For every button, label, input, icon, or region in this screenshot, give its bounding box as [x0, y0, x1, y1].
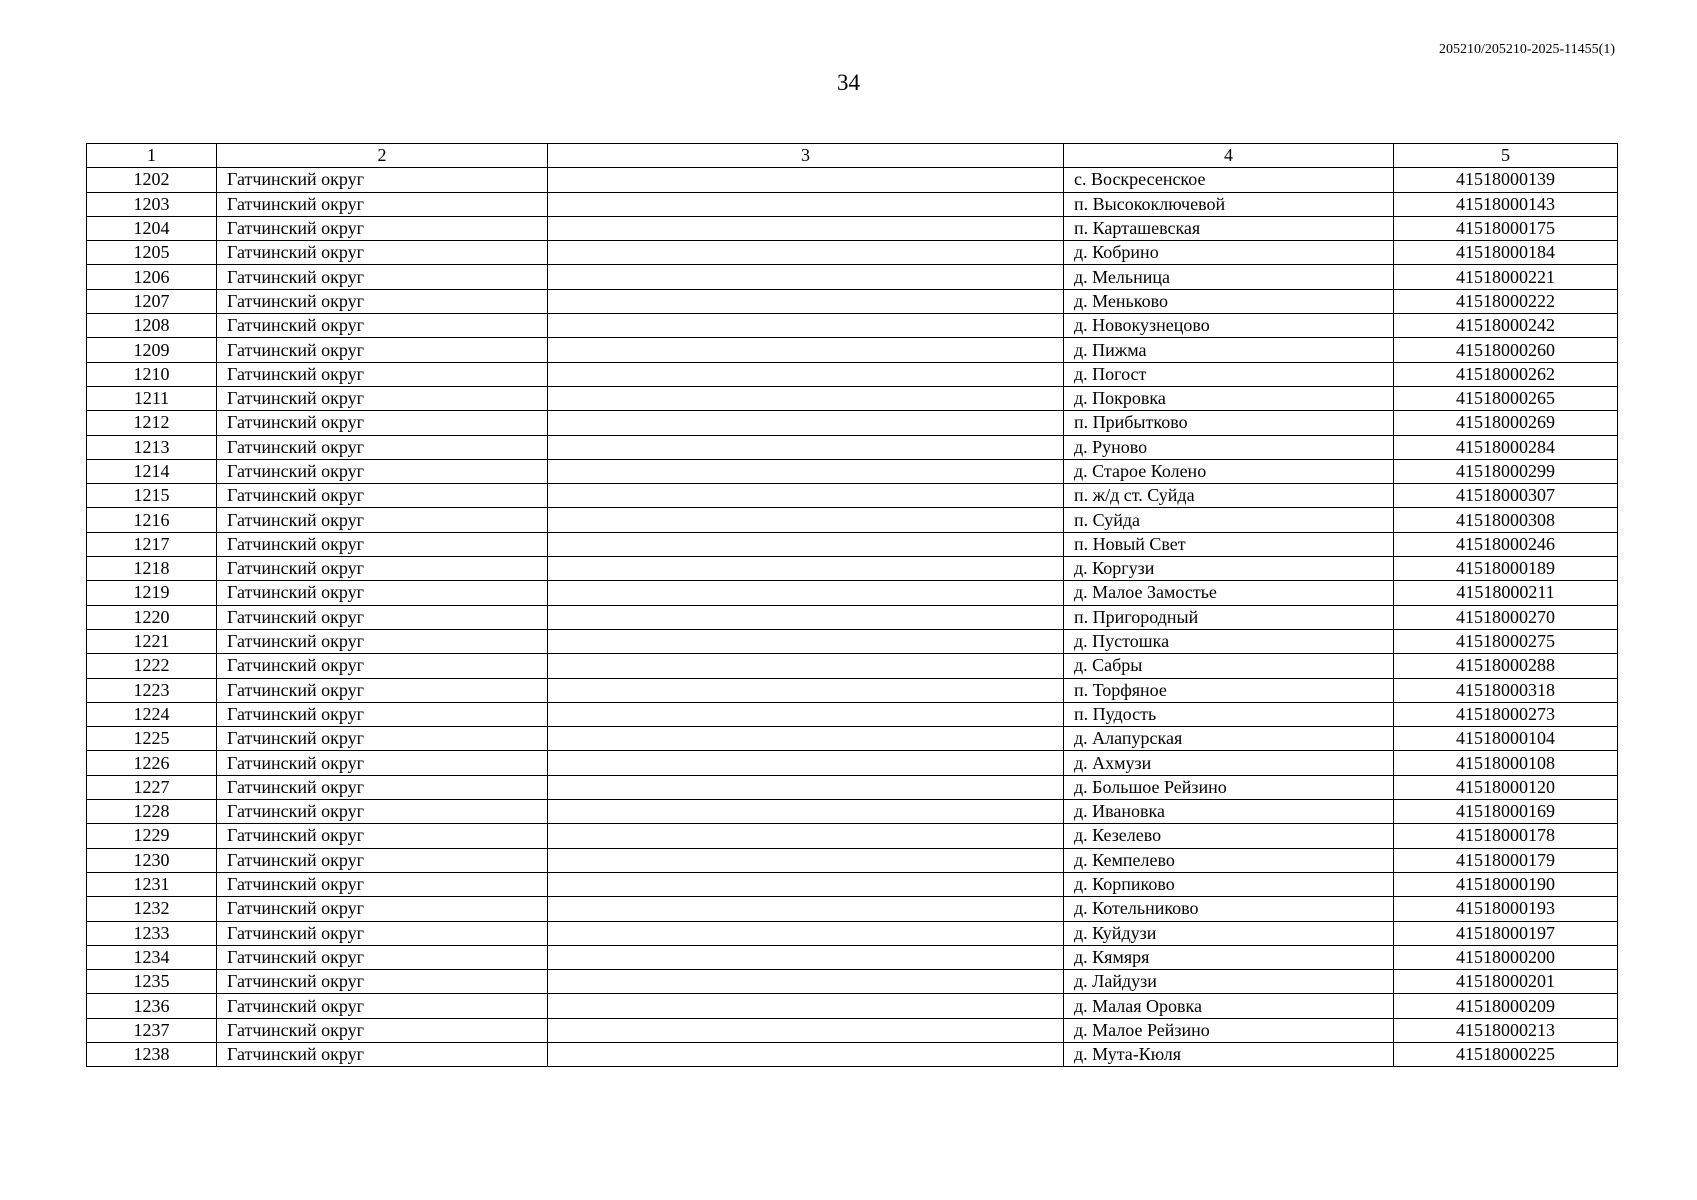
settlement-cell: д. Погост — [1064, 362, 1394, 386]
empty-cell — [548, 678, 1064, 702]
table-body — [87, 144, 1618, 1067]
district-cell: Гатчинский округ — [217, 532, 548, 556]
row-number-cell: 1230 — [87, 848, 217, 872]
settlement-cell: д. Пустошка — [1064, 629, 1394, 653]
code-cell: 41518000269 — [1394, 411, 1618, 435]
table-row — [87, 727, 1618, 751]
district-cell: Гатчинский округ — [217, 921, 548, 945]
table-row — [87, 945, 1618, 969]
row-number-cell: 1204 — [87, 216, 217, 240]
row-number-cell: 1224 — [87, 702, 217, 726]
empty-cell — [548, 192, 1064, 216]
empty-cell — [548, 702, 1064, 726]
row-number-cell: 1214 — [87, 459, 217, 483]
district-cell: Гатчинский округ — [217, 338, 548, 362]
table-row — [87, 289, 1618, 313]
empty-cell — [548, 386, 1064, 410]
settlement-cell: д. Алапурская — [1064, 727, 1394, 751]
district-cell: Гатчинский округ — [217, 945, 548, 969]
district-cell: Гатчинский округ — [217, 1042, 548, 1066]
table-row — [87, 872, 1618, 896]
district-cell: Гатчинский округ — [217, 848, 548, 872]
empty-cell — [548, 265, 1064, 289]
empty-cell — [548, 727, 1064, 751]
table-row — [87, 605, 1618, 629]
table-row — [87, 265, 1618, 289]
code-cell: 41518000211 — [1394, 581, 1618, 605]
code-cell: 41518000179 — [1394, 848, 1618, 872]
row-number-cell: 1212 — [87, 411, 217, 435]
document-id: 205210/205210-2025-11455(1) — [1438, 42, 1615, 57]
table-row — [87, 508, 1618, 532]
district-cell: Гатчинский округ — [217, 872, 548, 896]
table-row — [87, 800, 1618, 824]
table-row — [87, 848, 1618, 872]
settlement-cell: д. Куйдузи — [1064, 921, 1394, 945]
table-row — [87, 824, 1618, 848]
row-number-cell: 1223 — [87, 678, 217, 702]
district-cell: Гатчинский округ — [217, 192, 548, 216]
table-row — [87, 897, 1618, 921]
row-number-cell: 1235 — [87, 970, 217, 994]
district-cell: Гатчинский округ — [217, 459, 548, 483]
settlement-cell: п. Суйда — [1064, 508, 1394, 532]
settlement-cell: д. Малая Оровка — [1064, 994, 1394, 1018]
settlement-cell: д. Кемпелево — [1064, 848, 1394, 872]
row-number-cell: 1208 — [87, 314, 217, 338]
district-cell: Гатчинский округ — [217, 508, 548, 532]
district-cell: Гатчинский округ — [217, 362, 548, 386]
table-row — [87, 751, 1618, 775]
settlement-cell: д. Малое Рейзино — [1064, 1018, 1394, 1042]
empty-cell — [548, 338, 1064, 362]
row-number-cell: 1205 — [87, 241, 217, 265]
row-number-cell: 1238 — [87, 1042, 217, 1066]
column-header: 2 — [217, 144, 548, 168]
district-cell: Гатчинский округ — [217, 994, 548, 1018]
empty-cell — [548, 921, 1064, 945]
district-cell: Гатчинский округ — [217, 824, 548, 848]
code-cell: 41518000201 — [1394, 970, 1618, 994]
settlement-cell: д. Меньково — [1064, 289, 1394, 313]
row-number-cell: 1231 — [87, 872, 217, 896]
table-row — [87, 970, 1618, 994]
column-header: 5 — [1394, 144, 1618, 168]
code-cell: 41518000209 — [1394, 994, 1618, 1018]
empty-cell — [548, 945, 1064, 969]
code-cell: 41518000139 — [1394, 168, 1618, 192]
settlement-cell: п. Карташевская — [1064, 216, 1394, 240]
district-cell: Гатчинский округ — [217, 678, 548, 702]
district-cell: Гатчинский округ — [217, 1018, 548, 1042]
district-cell: Гатчинский округ — [217, 581, 548, 605]
settlement-cell: с. Воскресенское — [1064, 168, 1394, 192]
code-cell: 41518000246 — [1394, 532, 1618, 556]
row-number-cell: 1217 — [87, 532, 217, 556]
table-row — [87, 629, 1618, 653]
code-cell: 41518000108 — [1394, 751, 1618, 775]
empty-cell — [548, 557, 1064, 581]
district-cell: Гатчинский округ — [217, 629, 548, 653]
code-cell: 41518000222 — [1394, 289, 1618, 313]
district-cell: Гатчинский округ — [217, 654, 548, 678]
row-number-cell: 1211 — [87, 386, 217, 410]
code-cell: 41518000189 — [1394, 557, 1618, 581]
empty-cell — [548, 581, 1064, 605]
row-number-cell: 1215 — [87, 484, 217, 508]
code-cell: 41518000299 — [1394, 459, 1618, 483]
table-row — [87, 1018, 1618, 1042]
empty-cell — [548, 435, 1064, 459]
table-row — [87, 702, 1618, 726]
table-row — [87, 338, 1618, 362]
district-cell: Гатчинский округ — [217, 241, 548, 265]
district-cell: Гатчинский округ — [217, 289, 548, 313]
row-number-cell: 1207 — [87, 289, 217, 313]
row-number-cell: 1219 — [87, 581, 217, 605]
row-number-cell: 1225 — [87, 727, 217, 751]
row-number-cell: 1226 — [87, 751, 217, 775]
district-cell: Гатчинский округ — [217, 970, 548, 994]
settlement-cell: п. Пригородный — [1064, 605, 1394, 629]
code-cell: 41518000288 — [1394, 654, 1618, 678]
settlement-cell: д. Мельница — [1064, 265, 1394, 289]
settlement-cell: д. Новокузнецово — [1064, 314, 1394, 338]
row-number-cell: 1203 — [87, 192, 217, 216]
code-cell: 41518000193 — [1394, 897, 1618, 921]
district-cell: Гатчинский округ — [217, 775, 548, 799]
empty-cell — [548, 605, 1064, 629]
empty-cell — [548, 314, 1064, 338]
settlement-cell: д. Ивановка — [1064, 800, 1394, 824]
table-row — [87, 581, 1618, 605]
column-header: 1 — [87, 144, 217, 168]
table-header-row — [87, 144, 1618, 168]
empty-cell — [548, 289, 1064, 313]
table-row — [87, 411, 1618, 435]
table-row — [87, 314, 1618, 338]
code-cell: 41518000197 — [1394, 921, 1618, 945]
row-number-cell: 1202 — [87, 168, 217, 192]
settlement-cell: д. Старое Колено — [1064, 459, 1394, 483]
settlement-cell: д. Покровка — [1064, 386, 1394, 410]
settlement-cell: д. Лайдузи — [1064, 970, 1394, 994]
empty-cell — [548, 824, 1064, 848]
district-cell: Гатчинский округ — [217, 727, 548, 751]
empty-cell — [548, 800, 1064, 824]
settlement-cell: п. Высокоключевой — [1064, 192, 1394, 216]
settlement-cell: д. Ахмузи — [1064, 751, 1394, 775]
code-cell: 41518000120 — [1394, 775, 1618, 799]
district-cell: Гатчинский округ — [217, 265, 548, 289]
district-cell: Гатчинский округ — [217, 314, 548, 338]
row-number-cell: 1233 — [87, 921, 217, 945]
settlement-cell: п. Прибытково — [1064, 411, 1394, 435]
settlement-cell: д. Сабры — [1064, 654, 1394, 678]
code-cell: 41518000262 — [1394, 362, 1618, 386]
district-cell: Гатчинский округ — [217, 168, 548, 192]
table-row — [87, 921, 1618, 945]
empty-cell — [548, 970, 1064, 994]
table-row — [87, 557, 1618, 581]
settlement-cell: д. Котельниково — [1064, 897, 1394, 921]
settlement-cell: п. Пудость — [1064, 702, 1394, 726]
district-cell: Гатчинский округ — [217, 435, 548, 459]
table-row — [87, 241, 1618, 265]
column-header: 4 — [1064, 144, 1394, 168]
row-number-cell: 1213 — [87, 435, 217, 459]
code-cell: 41518000169 — [1394, 800, 1618, 824]
code-cell: 41518000284 — [1394, 435, 1618, 459]
empty-cell — [548, 508, 1064, 532]
code-cell: 41518000308 — [1394, 508, 1618, 532]
settlement-cell: д. Мута-Кюля — [1064, 1042, 1394, 1066]
code-cell: 41518000104 — [1394, 727, 1618, 751]
table-row — [87, 1042, 1618, 1066]
table-row — [87, 678, 1618, 702]
district-cell: Гатчинский округ — [217, 557, 548, 581]
settlement-cell: д. Кобрино — [1064, 241, 1394, 265]
row-number-cell: 1232 — [87, 897, 217, 921]
table-row — [87, 216, 1618, 240]
district-cell: Гатчинский округ — [217, 751, 548, 775]
empty-cell — [548, 897, 1064, 921]
settlement-cell: п. ж/д ст. Суйда — [1064, 484, 1394, 508]
settlement-cell: д. Большое Рейзино — [1064, 775, 1394, 799]
code-cell: 41518000265 — [1394, 386, 1618, 410]
settlement-cell: д. Руново — [1064, 435, 1394, 459]
settlement-cell: д. Кямяря — [1064, 945, 1394, 969]
settlement-cell: д. Малое Замостье — [1064, 581, 1394, 605]
empty-cell — [548, 484, 1064, 508]
table-row — [87, 192, 1618, 216]
code-cell: 41518000200 — [1394, 945, 1618, 969]
row-number-cell: 1210 — [87, 362, 217, 386]
row-number-cell: 1222 — [87, 654, 217, 678]
empty-cell — [548, 411, 1064, 435]
row-number-cell: 1218 — [87, 557, 217, 581]
empty-cell — [548, 168, 1064, 192]
code-cell: 41518000190 — [1394, 872, 1618, 896]
row-number-cell: 1229 — [87, 824, 217, 848]
empty-cell — [548, 216, 1064, 240]
settlement-cell: д. Пижма — [1064, 338, 1394, 362]
table-row — [87, 775, 1618, 799]
settlement-cell: п. Торфяное — [1064, 678, 1394, 702]
empty-cell — [548, 654, 1064, 678]
row-number-cell: 1206 — [87, 265, 217, 289]
empty-cell — [548, 1042, 1064, 1066]
empty-cell — [548, 872, 1064, 896]
table-row — [87, 386, 1618, 410]
code-cell: 41518000225 — [1394, 1042, 1618, 1066]
code-cell: 41518000184 — [1394, 241, 1618, 265]
row-number-cell: 1227 — [87, 775, 217, 799]
code-cell: 41518000270 — [1394, 605, 1618, 629]
district-cell: Гатчинский округ — [217, 605, 548, 629]
table-row — [87, 459, 1618, 483]
empty-cell — [548, 1018, 1064, 1042]
district-cell: Гатчинский округ — [217, 800, 548, 824]
page-number: 34 — [837, 70, 860, 95]
table-row — [87, 532, 1618, 556]
table-row — [87, 994, 1618, 1018]
empty-cell — [548, 775, 1064, 799]
code-cell: 41518000178 — [1394, 824, 1618, 848]
row-number-cell: 1236 — [87, 994, 217, 1018]
row-number-cell: 1220 — [87, 605, 217, 629]
row-number-cell: 1234 — [87, 945, 217, 969]
code-cell: 41518000143 — [1394, 192, 1618, 216]
settlement-cell: д. Кезелево — [1064, 824, 1394, 848]
row-number-cell: 1228 — [87, 800, 217, 824]
district-cell: Гатчинский округ — [217, 411, 548, 435]
empty-cell — [548, 629, 1064, 653]
code-cell: 41518000307 — [1394, 484, 1618, 508]
code-cell: 41518000318 — [1394, 678, 1618, 702]
district-cell: Гатчинский округ — [217, 702, 548, 726]
code-cell: 41518000213 — [1394, 1018, 1618, 1042]
empty-cell — [548, 459, 1064, 483]
settlement-cell: п. Новый Свет — [1064, 532, 1394, 556]
code-cell: 41518000242 — [1394, 314, 1618, 338]
row-number-cell: 1209 — [87, 338, 217, 362]
code-cell: 41518000273 — [1394, 702, 1618, 726]
table-row — [87, 484, 1618, 508]
data-table — [86, 143, 1618, 1067]
table-row — [87, 362, 1618, 386]
row-number-cell: 1216 — [87, 508, 217, 532]
district-cell: Гатчинский округ — [217, 216, 548, 240]
empty-cell — [548, 362, 1064, 386]
code-cell: 41518000260 — [1394, 338, 1618, 362]
row-number-cell: 1237 — [87, 1018, 217, 1042]
code-cell: 41518000221 — [1394, 265, 1618, 289]
code-cell: 41518000175 — [1394, 216, 1618, 240]
empty-cell — [548, 241, 1064, 265]
table-row — [87, 435, 1618, 459]
column-header: 3 — [548, 144, 1064, 168]
table-row — [87, 654, 1618, 678]
empty-cell — [548, 848, 1064, 872]
empty-cell — [548, 994, 1064, 1018]
empty-cell — [548, 751, 1064, 775]
settlement-cell: д. Корпиково — [1064, 872, 1394, 896]
empty-cell — [548, 532, 1064, 556]
settlement-cell: д. Коргузи — [1064, 557, 1394, 581]
row-number-cell: 1221 — [87, 629, 217, 653]
table-row — [87, 168, 1618, 192]
district-cell: Гатчинский округ — [217, 386, 548, 410]
code-cell: 41518000275 — [1394, 629, 1618, 653]
district-cell: Гатчинский округ — [217, 484, 548, 508]
district-cell: Гатчинский округ — [217, 897, 548, 921]
